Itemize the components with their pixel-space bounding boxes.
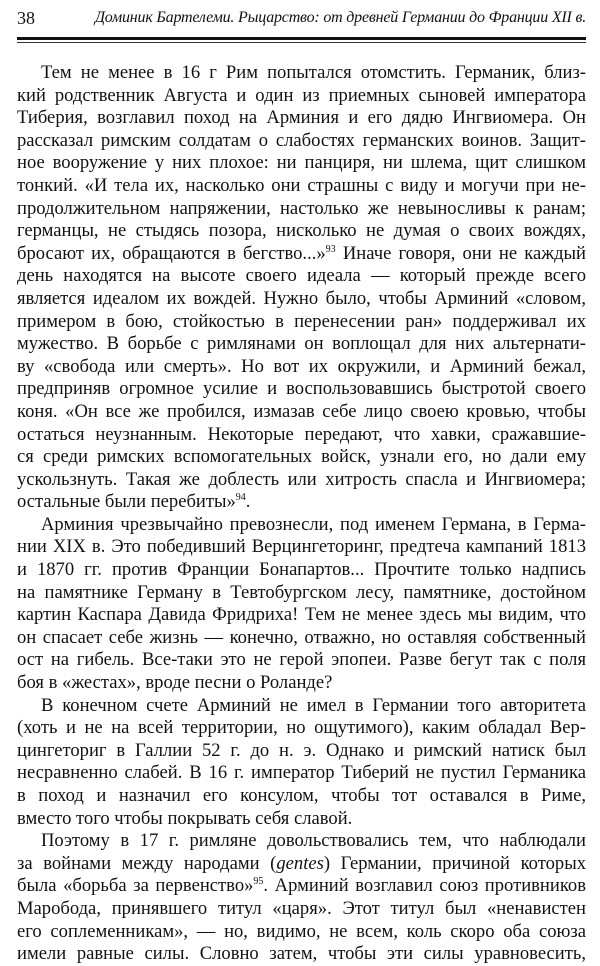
text-line	[17, 582, 586, 605]
text-line	[17, 265, 586, 288]
text-line	[17, 943, 586, 966]
text-run: день находятся на высоте своего идеала — который прежде всего	[17, 265, 586, 287]
text-line	[17, 356, 586, 379]
text-line	[17, 785, 586, 808]
text-line	[17, 717, 586, 740]
text-run: на памятнике Герману в Тевтобургском лесу, памятнике, достойном	[17, 581, 586, 603]
text-line	[17, 853, 586, 876]
text-run: .	[245, 491, 251, 513]
text-run: В конечном счете Арминий не имел в Германии того авторитета	[41, 694, 586, 716]
text-run: ост на гибель. Все-таки это не герой эпопеи. Разве бегут так с поля	[17, 649, 586, 671]
text-run: рассказал римским солдатам о слабостях германских воинов. Защит-	[17, 129, 586, 151]
text-line	[17, 288, 586, 311]
text-run: германцы, не стыдясь позора, нисколько не думая о своих вождях,	[17, 220, 586, 242]
italic-term: gentes	[276, 852, 324, 874]
text-line	[17, 311, 586, 334]
text-run: была «борьба за первенство»	[17, 875, 254, 897]
text-run: он спасает себе жизнь — конечно, отважно, но оставляя собственный	[17, 626, 586, 648]
text-run: Тем не менее в 16 г Рим попытался отомстить. Германик, близ-	[41, 62, 586, 83]
text-run: ву «свобода или смерть». Но вот их окружили, и Арминий бежал,	[17, 355, 586, 377]
text-run: кий родственник Августа и один из приемных сыновей императора	[17, 84, 586, 106]
text-line	[17, 152, 586, 175]
text-run: и 1870 гг. против Франции Бонапартов... Прочтите только надпись	[17, 559, 586, 581]
text-line	[17, 469, 586, 492]
text-run: (хоть и не на всей территории, но ощутимого), каким обладал Вер-	[17, 717, 586, 739]
text-line	[17, 921, 586, 944]
text-line	[17, 875, 586, 898]
text-run: тонкий. «И тела их, насколько они страшны с виду и могучи при не-	[17, 174, 586, 196]
text-line	[17, 604, 586, 627]
text-line	[17, 808, 586, 831]
running-title: Доминик Бартелеми. Рыцарство: от древней Германии до Франции XII в.	[94, 9, 586, 26]
text-line	[17, 243, 586, 266]
text-run: нии XIX в. Это победивший Верцингеторинг, предтеча кампаний 1813	[17, 536, 586, 558]
text-run: несравненно слабей. В 16 г. император Тиберий не пустил Германика	[17, 762, 586, 784]
text-run: его соплеменникам», — но, видимо, не всем, коль скоро оба союза	[17, 920, 586, 942]
text-line	[17, 175, 586, 198]
text-line	[17, 424, 586, 447]
text-line	[17, 107, 586, 130]
text-line	[17, 830, 586, 853]
header-rule-thick	[17, 37, 586, 40]
text-line	[17, 333, 586, 356]
text-line	[17, 898, 586, 921]
text-line	[17, 559, 586, 582]
text-run: ) Германии, причиной которых	[323, 852, 586, 874]
text-line	[17, 130, 586, 153]
page-number: 38	[17, 8, 35, 28]
text-run: Поэтому в 17 г. римляне довольствовались тем, что наблюдали	[41, 830, 586, 852]
text-line	[17, 740, 586, 763]
text-line	[17, 446, 586, 469]
text-run: Арминия чрезвычайно превознесли, под именем Германа, в Герма-	[41, 513, 586, 535]
text-run: примером в бою, стойкостью в перенесении ран» поддерживал их	[17, 310, 586, 332]
text-run: является идеалом их вождей. Нужно было, чтобы Арминий «словом,	[17, 287, 586, 309]
body-text	[17, 62, 586, 966]
text-line	[17, 514, 586, 537]
text-run: картин Каспара Давида Фридриха! Тем не менее здесь мы видим, что	[17, 604, 586, 626]
text-run: Иначе говоря, они не каждый	[335, 242, 587, 264]
running-header	[17, 6, 586, 32]
text-run: продолжительном напряжении, настолько же невыносливы к ранам;	[17, 197, 586, 219]
text-run: в поход и назначил его консулом, чтобы тот оставался в Риме,	[17, 785, 586, 806]
text-run: Маробода, принявшего титул «царя». Этот титул был «ненавистен	[17, 897, 586, 919]
text-run: за войнами между народами (	[17, 852, 277, 874]
text-run: остальные были перебиты»	[17, 491, 236, 513]
text-line	[17, 220, 586, 243]
footnote-ref: 94	[235, 492, 246, 504]
text-line	[17, 649, 586, 672]
text-line	[17, 695, 586, 718]
text-line	[17, 491, 586, 514]
text-run: боя в «жестах», вроде песни о Роланде?	[17, 672, 333, 694]
text-line	[17, 672, 586, 695]
text-run: имели равные силы. Словно затем, чтобы эти силы уравновесить,	[17, 943, 586, 965]
text-line	[17, 401, 586, 424]
text-run: вместо того чтобы покрывать себя славой.	[17, 807, 353, 829]
text-line	[17, 85, 586, 108]
text-run: ное вооружение у них плохое: ни панциря, ни шлема, щит слишком	[17, 152, 586, 174]
text-run: . Арминий возглавил союз противников	[263, 875, 586, 897]
text-run: остаться неузнанным. Некоторые передают, что хавки, сражавшие-	[17, 423, 586, 445]
text-run: мужество. В борьбе с римлянами он воплощал для них альтернати-	[17, 333, 586, 355]
text-line	[17, 627, 586, 650]
text-run: бросают их, обращаются в бегство...»	[17, 242, 326, 264]
text-line	[17, 198, 586, 221]
text-run: коня. «Он все же пробился, измазав себе лицо своею кровью, чтобы	[17, 400, 586, 422]
footnote-ref: 93	[325, 243, 336, 255]
text-run: ускользнуть. Такая же доблесть или хитрость спасла и Ингвиомера;	[17, 468, 586, 490]
text-run: предприняв огромное усилие и воспользовавшись быстротой своего	[17, 378, 586, 400]
text-line	[17, 62, 586, 85]
text-line	[17, 536, 586, 559]
text-line	[17, 762, 586, 785]
text-run: цингеториг в Галлии 52 г. до н. э. Однако и римский натиск был	[17, 739, 586, 761]
text-run: Тиберия, возглавил поход на Арминия и его дядю Ингвиомера. Он	[17, 107, 586, 129]
text-run: ся среди римских вспомогательных войск, узнали его, но дали ему	[17, 446, 586, 468]
text-line	[17, 378, 586, 401]
header-rule-thin	[17, 42, 586, 43]
footnote-ref: 95	[253, 876, 264, 888]
